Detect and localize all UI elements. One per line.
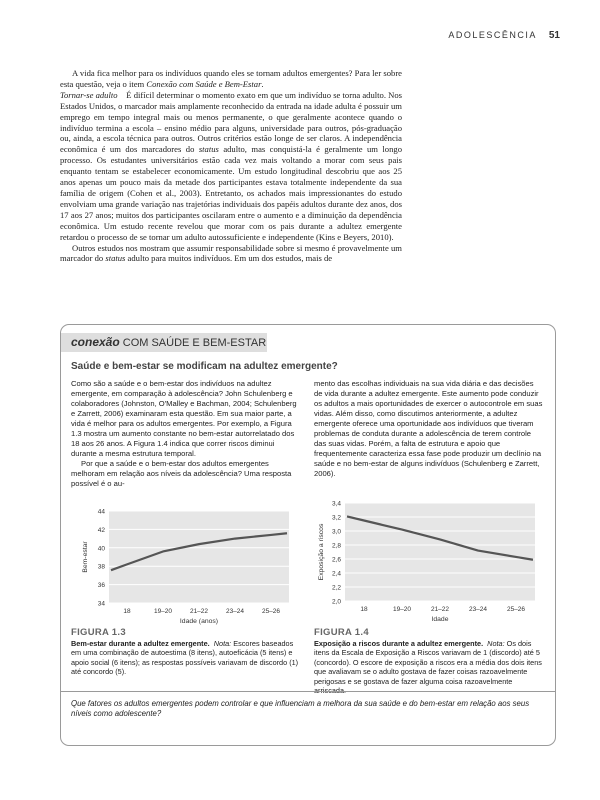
y-tick-label: 40 [97, 545, 105, 553]
caption-note-label: Nota: [487, 639, 505, 648]
y-tick-label: 2,4 [331, 570, 341, 578]
x-tick-label: 23–24 [468, 606, 488, 613]
y-tick-label: 2,6 [331, 556, 341, 564]
y-tick-label: 3,0 [331, 528, 341, 536]
box-column-right [314, 379, 544, 479]
y-tick-label: 2,2 [331, 584, 341, 592]
paragraph: Como são a saúde e o bem-estar dos indivíduos na adultez emergente, em comparação à adolescência? John Schulenberg e colaboradores (Johnston, O'Malley e Bachman, 2004; Schulenberg e Zarrett, 2006) examinaram esta questão. Em sua maior parte, a vida é melhor para os adultos emergentes. Por exemplo, a Figura 1.3 mostra um aumento constante no bem-estar autorrelatado dos 18 aos 26 anos. A Figura 1.4 indica que correr riscos diminui durante a mesma estrutura temporal. [71, 379, 297, 458]
text-run: adulto, mas conquistá-la é geralmente um longo processo. Os estudantes universitários estão cada vez mais voltando a morar com seus pais enquanto tentam se estabelecer economicamente. Um estudo longitudinal descobriu que aos 25 anos apenas um pouco mais da metade dos participantes estava totalmente independente da sua família de origem (Cohen et al., 2003). Entretanto, os achados mais impressionantes do estudo envolviam uma grande variação nas trajetórias individuais dos papéis adultos durante dez anos, dos 17 aos 27 anos; muitos dos participantes oscilaram entre o aumento e a diminuição da dependência econômica. Um estudo recente revelou que morar com os pais durante a adultez emergente retardou o processo de se tornar um adulto autossuficiente e independente (Kins e Beyers, 2010). [60, 144, 402, 242]
y-axis-label: Bem-estar [82, 541, 89, 573]
paragraph [60, 68, 402, 90]
text-run: É difícil determinar o momento exato em que um indivíduo se torna adulto. Nos Estados Unidos, o marcador mais amplamente reconhecido da entrada na idade adulta é possuir um emprego em tempo integral mais ou menos permanente, o que geralmente acontece quando o indivíduo termina a escola – ensino médio para alguns, universidade para outros, pós-graduação ou, ainda, a escola técnica para outros. Outros critérios estão longe de ser claros. A independência econômica é um dos marcadores do [60, 89, 403, 155]
caption-note-label: Nota: [213, 639, 232, 648]
paragraph: mento das escolhas individuais na sua vida diária e das decisões de vida durante a adultez emergente. Este aumento pode conduzir os adultos a mais oportunidades de exercer o autocontrole em suas vidas. Além disso, como discutimos anteriormente, a adultez emergente oferece uma oportunidade aos indivíduos que tiveram problemas de conduta durante a adolescência de terem controle das suas vidas. Porém, a falta de estrutura e apoio que frequentemente caracteriza essa fase pode produzir um declínio na saúde e no bem-estar de alguns indivíduos (Schulenberg e Zarrett, 2006). [314, 379, 543, 478]
emphasis: Conexão com Saúde e Bem-Estar [146, 78, 262, 89]
chart-svg-wellbeing [61, 501, 301, 625]
text-run: . [261, 78, 264, 89]
y-tick-label: 2,8 [331, 542, 341, 550]
y-tick-label: 2,0 [331, 598, 341, 606]
y-tick-label: 42 [97, 526, 105, 534]
x-tick-label: 19–20 [392, 606, 412, 613]
figure-1-3-caption [71, 639, 299, 677]
x-tick-label: 21–22 [430, 606, 450, 613]
text-run: Outros estudos nos mostram que assumir responsabilidade sobre si mesmo é provavelmente um marcador do [60, 242, 402, 264]
run-in-heading: Tornar-se adulto [60, 89, 118, 100]
y-tick-label: 36 [97, 582, 105, 590]
connection-box [60, 324, 556, 746]
box-footer-question: Que fatores os adultos emergentes podem controlar e que influenciam a melhora da sua saúde e do bem-estar em relação aos seus níveis como adolescente? [71, 699, 530, 718]
box-question: Saúde e bem-estar se modificam na adultez emergente? [71, 361, 338, 372]
paragraph: Por que a saúde e o bem-estar dos adultos emergentes melhoram em relação aos níveis da adolescência? Uma resposta possível é o au- [71, 459, 292, 488]
x-axis-label: Idade [431, 616, 449, 623]
figure-1-4-number: FIGURA 1.4 [314, 627, 369, 638]
page-number: 51 [548, 30, 560, 41]
emphasis: status [198, 144, 219, 155]
figure-1-3-number: FIGURA 1.3 [71, 627, 126, 638]
chart-svg-risk [309, 495, 549, 625]
box-divider [61, 691, 555, 692]
x-tick-label: 18 [123, 608, 131, 615]
main-text [60, 68, 402, 264]
section-name: ADOLESCÊNCIA [448, 30, 537, 40]
x-axis-label: Idade (anos) [179, 618, 219, 625]
figure-1-3-chart [61, 501, 301, 630]
x-tick-label: 23–24 [225, 608, 245, 615]
text-run: A vida fica melhor para os indivíduos quando eles se tornam adultos emergentes? Para ler sobre esta questão, veja o item [60, 68, 402, 89]
paragraph [60, 243, 402, 265]
y-tick-label: 38 [97, 563, 105, 571]
box-column-left [71, 379, 301, 489]
x-tick-label: 25–26 [506, 606, 526, 613]
box-title [61, 333, 267, 352]
figure-1-4-chart [309, 495, 549, 630]
box-title-text: COM SAÚDE E BEM-ESTAR [119, 337, 267, 349]
plot-area [345, 503, 535, 601]
emphasis: status [105, 253, 126, 264]
paragraph [60, 90, 402, 243]
y-tick-label: 3,2 [331, 514, 341, 522]
caption-note: Os dois itens da Escala de Exposição a Riscos variavam de 1 (discordo) até 5 (concordo). O escore de exposição a riscos era a média dos dois itens que avaliavam se o adulto gostava de fazer coisas razoavelmente perigosas e se gostava de fazer alguma coisa razoavelmente arriscada. [314, 639, 542, 696]
box-title-brand: conexão [71, 335, 120, 349]
plot-area [109, 511, 289, 603]
y-tick-label: 44 [97, 508, 105, 516]
x-tick-label: 21–22 [189, 608, 209, 615]
x-tick-label: 19–20 [153, 608, 173, 615]
text-run: adulto para muitos indivíduos. Em um dos estudos, mais de [125, 253, 333, 264]
x-tick-label: 18 [360, 606, 368, 613]
figure-1-4-caption [314, 639, 542, 695]
caption-note: Escores baseados em uma combinação de autoestima (8 itens), autoeficácia (5 itens) e apoio social (6 itens); as respostas possíveis variavam de discordo (1) até concordo (5). [71, 639, 299, 677]
y-tick-label: 34 [97, 600, 105, 608]
caption-title: Exposição a riscos durante a adultez emergente. [314, 639, 484, 648]
running-header [448, 30, 560, 41]
x-tick-label: 25–26 [261, 608, 281, 615]
caption-title: Bem-estar durante a adultez emergente. [71, 639, 210, 648]
y-tick-label: 3,4 [331, 500, 341, 508]
y-axis-label: Exposição a riscos [318, 523, 325, 581]
